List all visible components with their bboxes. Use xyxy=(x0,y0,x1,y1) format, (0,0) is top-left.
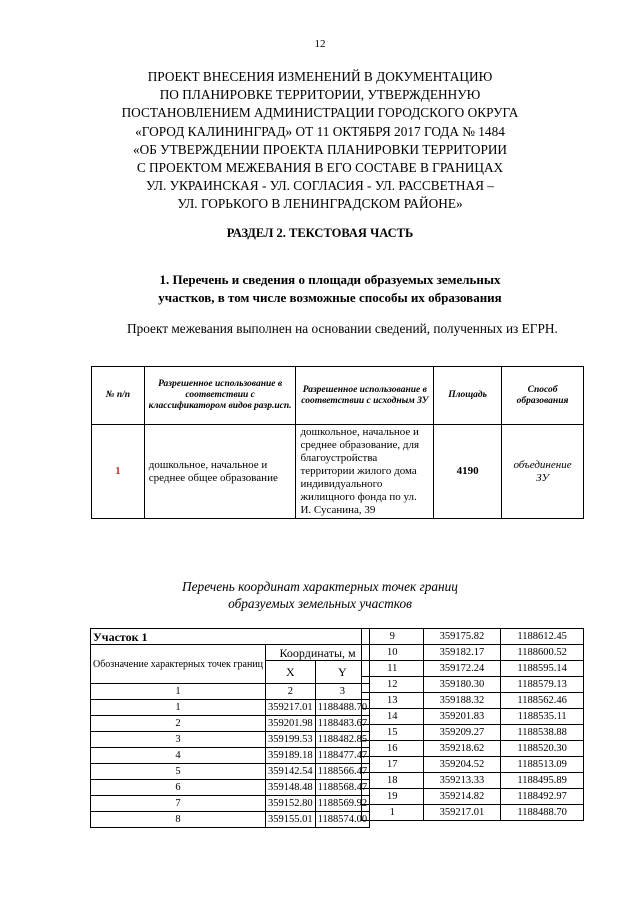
y-coordinate: 1188492.97 xyxy=(501,789,584,805)
table-row xyxy=(362,725,584,741)
intro-paragraph: Проект межевания выполнен на основании сведений, полученных из ЕГРН. xyxy=(127,321,558,336)
table-row xyxy=(91,764,370,780)
point-number: 1 xyxy=(362,805,424,821)
x-coordinate: 359155.01 xyxy=(266,812,316,828)
y-coordinate: 1188562.46 xyxy=(501,693,584,709)
table-row xyxy=(91,780,370,796)
x-coordinate: 359142.54 xyxy=(266,764,316,780)
x-coordinate: 359218.62 xyxy=(423,741,501,757)
caption-line: Перечень координат характерных точек границ xyxy=(182,579,458,594)
point-number: 2 xyxy=(91,716,266,732)
title-line: ПОСТАНОВЛЕНИЕМ АДМИНИСТРАЦИИ ГОРОДСКОГО ОКРУГА xyxy=(121,105,519,121)
table-row xyxy=(362,709,584,725)
table-row xyxy=(362,677,584,693)
table-row xyxy=(362,693,584,709)
x-coordinate: 359172.24 xyxy=(423,661,501,677)
point-number: 8 xyxy=(91,812,266,828)
designation-header: Обозначение характерных точек границ xyxy=(91,645,266,684)
table-row xyxy=(91,732,370,748)
cell-number: 1 xyxy=(92,425,145,519)
coordinates-caption xyxy=(0,578,640,612)
table-row xyxy=(92,425,584,519)
column-number: 2 xyxy=(266,684,316,700)
point-number: 15 xyxy=(362,725,424,741)
y-coordinate: 1188566.47 xyxy=(315,764,370,780)
point-number: 5 xyxy=(91,764,266,780)
point-number: 11 xyxy=(362,661,424,677)
page-number: 12 xyxy=(314,38,326,50)
header-use-source: Разрешенное использование в соответствии с исходным ЗУ xyxy=(296,367,434,425)
point-number: 12 xyxy=(362,677,424,693)
x-coordinate: 359152.80 xyxy=(266,796,316,812)
table-row xyxy=(91,796,370,812)
subsection-line: 1. Перечень и сведения о площади образуемых земельных xyxy=(159,272,501,287)
point-number: 1 xyxy=(91,700,266,716)
title-line: УЛ. ГОРЬКОГО В ЛЕНИНГРАДСКОМ РАЙОНЕ» xyxy=(177,196,463,212)
cell-use-classifier: дошкольное, начальное и среднее общее образование xyxy=(144,425,296,519)
plot-label: Участок 1 xyxy=(91,629,370,645)
x-coordinate: 359201.83 xyxy=(423,709,501,725)
table-row xyxy=(362,757,584,773)
table-row xyxy=(91,748,370,764)
title-line: УЛ. УКРАИНСКАЯ - УЛ. СОГЛАСИЯ - УЛ. РАССВЕТНАЯ – xyxy=(146,178,494,194)
y-coordinate: 1188568.47 xyxy=(315,780,370,796)
x-coordinate: 359204.52 xyxy=(423,757,501,773)
subsection-heading xyxy=(80,271,580,307)
table-row xyxy=(91,812,370,828)
x-coordinate: 359199.53 xyxy=(266,732,316,748)
x-coordinate: 359189.18 xyxy=(266,748,316,764)
y-coordinate: 1188483.67 xyxy=(315,716,370,732)
table-row xyxy=(362,645,584,661)
header-area: Площадь xyxy=(434,367,502,425)
table-row xyxy=(362,789,584,805)
y-coordinate: 1188612.45 xyxy=(501,629,584,645)
table-row xyxy=(362,661,584,677)
cell-method: объединение ЗУ xyxy=(502,425,584,519)
table-row xyxy=(362,629,584,645)
y-coordinate: 1188488.70 xyxy=(315,700,370,716)
y-coordinate: 1188574.00 xyxy=(315,812,370,828)
title-line: С ПРОЕКТОМ МЕЖЕВАНИЯ В ЕГО СОСТАВЕ В ГРАНИЦАХ xyxy=(136,160,504,176)
x-coordinate: 359217.01 xyxy=(266,700,316,716)
x-coordinate: 359213.33 xyxy=(423,773,501,789)
cell-area: 4190 xyxy=(434,425,502,519)
table-row xyxy=(362,741,584,757)
point-number: 7 xyxy=(91,796,266,812)
point-number: 10 xyxy=(362,645,424,661)
point-number: 19 xyxy=(362,789,424,805)
x-coordinate: 359148.48 xyxy=(266,780,316,796)
y-coordinate: 1188495.89 xyxy=(501,773,584,789)
x-coordinate: 359188.32 xyxy=(423,693,501,709)
point-number: 17 xyxy=(362,757,424,773)
point-number: 13 xyxy=(362,693,424,709)
point-number: 18 xyxy=(362,773,424,789)
point-number: 14 xyxy=(362,709,424,725)
title-line: ПРОЕКТ ВНЕСЕНИЯ ИЗМЕНЕНИЙ В ДОКУМЕНТАЦИЮ xyxy=(147,69,493,84)
x-coordinate: 359175.82 xyxy=(423,629,501,645)
title-line: «ОБ УТВЕРЖДЕНИИ ПРОЕКТА ПЛАНИРОВКИ ТЕРРИТОРИИ xyxy=(132,141,508,157)
y-coordinate: 1188538.88 xyxy=(501,725,584,741)
x-coordinate: 359209.27 xyxy=(423,725,501,741)
coords-header: Координаты, м xyxy=(266,645,370,661)
x-coordinate: 359182.17 xyxy=(423,645,501,661)
title-line: «ГОРОД КАЛИНИНГРАД» ОТ 11 ОКТЯБРЯ 2017 ГОДА № 1484 xyxy=(135,123,505,139)
point-number: 16 xyxy=(362,741,424,757)
y-coordinate: 1188579.13 xyxy=(501,677,584,693)
y-header: Y xyxy=(315,661,370,684)
cell-use-source: дошкольное, начальное и среднее образование, для благоустройства территории жилого дома индивидуального жилищного фонда по ул. И. Сусанина, 39 xyxy=(296,425,434,519)
column-numbers-row xyxy=(91,684,370,700)
x-coordinate: 359201.98 xyxy=(266,716,316,732)
y-coordinate: 1188520.30 xyxy=(501,741,584,757)
y-coordinate: 1188513.09 xyxy=(501,757,584,773)
header-number: № п/п xyxy=(92,367,145,425)
document-title xyxy=(60,68,580,214)
y-coordinate: 1188482.85 xyxy=(315,732,370,748)
plots-table xyxy=(91,366,584,519)
table-row xyxy=(91,716,370,732)
x-coordinate: 359180.30 xyxy=(423,677,501,693)
x-coordinate: 359217.01 xyxy=(423,805,501,821)
column-number: 3 xyxy=(315,684,370,700)
plots-table-header xyxy=(92,367,584,425)
coordinates-table-right xyxy=(361,628,584,821)
point-number: 9 xyxy=(362,629,424,645)
header-method: Способ образования xyxy=(502,367,584,425)
header-use-classifier: Разрешенное использование в соответствии с классификатором видов разр.исп. xyxy=(144,367,296,425)
title-line: ПО ПЛАНИРОВКЕ ТЕРРИТОРИИ, УТВЕРЖДЕННУЮ xyxy=(159,87,481,103)
caption-line: образуемых земельных участков xyxy=(228,596,412,611)
subsection-line: участков, в том числе возможные способы их образования xyxy=(158,290,502,305)
table-row xyxy=(91,700,370,716)
y-coordinate: 1188595.14 xyxy=(501,661,584,677)
x-header: X xyxy=(266,661,316,684)
x-coordinate: 359214.82 xyxy=(423,789,501,805)
point-number: 6 xyxy=(91,780,266,796)
y-coordinate: 1188569.92 xyxy=(315,796,370,812)
table-row xyxy=(362,773,584,789)
y-coordinate: 1188600.52 xyxy=(501,645,584,661)
point-number: 3 xyxy=(91,732,266,748)
section-title: РАЗДЕЛ 2. ТЕКСТОВАЯ ЧАСТЬ xyxy=(226,226,414,240)
y-coordinate: 1188535.11 xyxy=(501,709,584,725)
coordinates-table-left xyxy=(90,628,370,828)
y-coordinate: 1188477.47 xyxy=(315,748,370,764)
table-row xyxy=(362,805,584,821)
y-coordinate: 1188488.70 xyxy=(501,805,584,821)
point-number: 4 xyxy=(91,748,266,764)
column-number: 1 xyxy=(91,684,266,700)
